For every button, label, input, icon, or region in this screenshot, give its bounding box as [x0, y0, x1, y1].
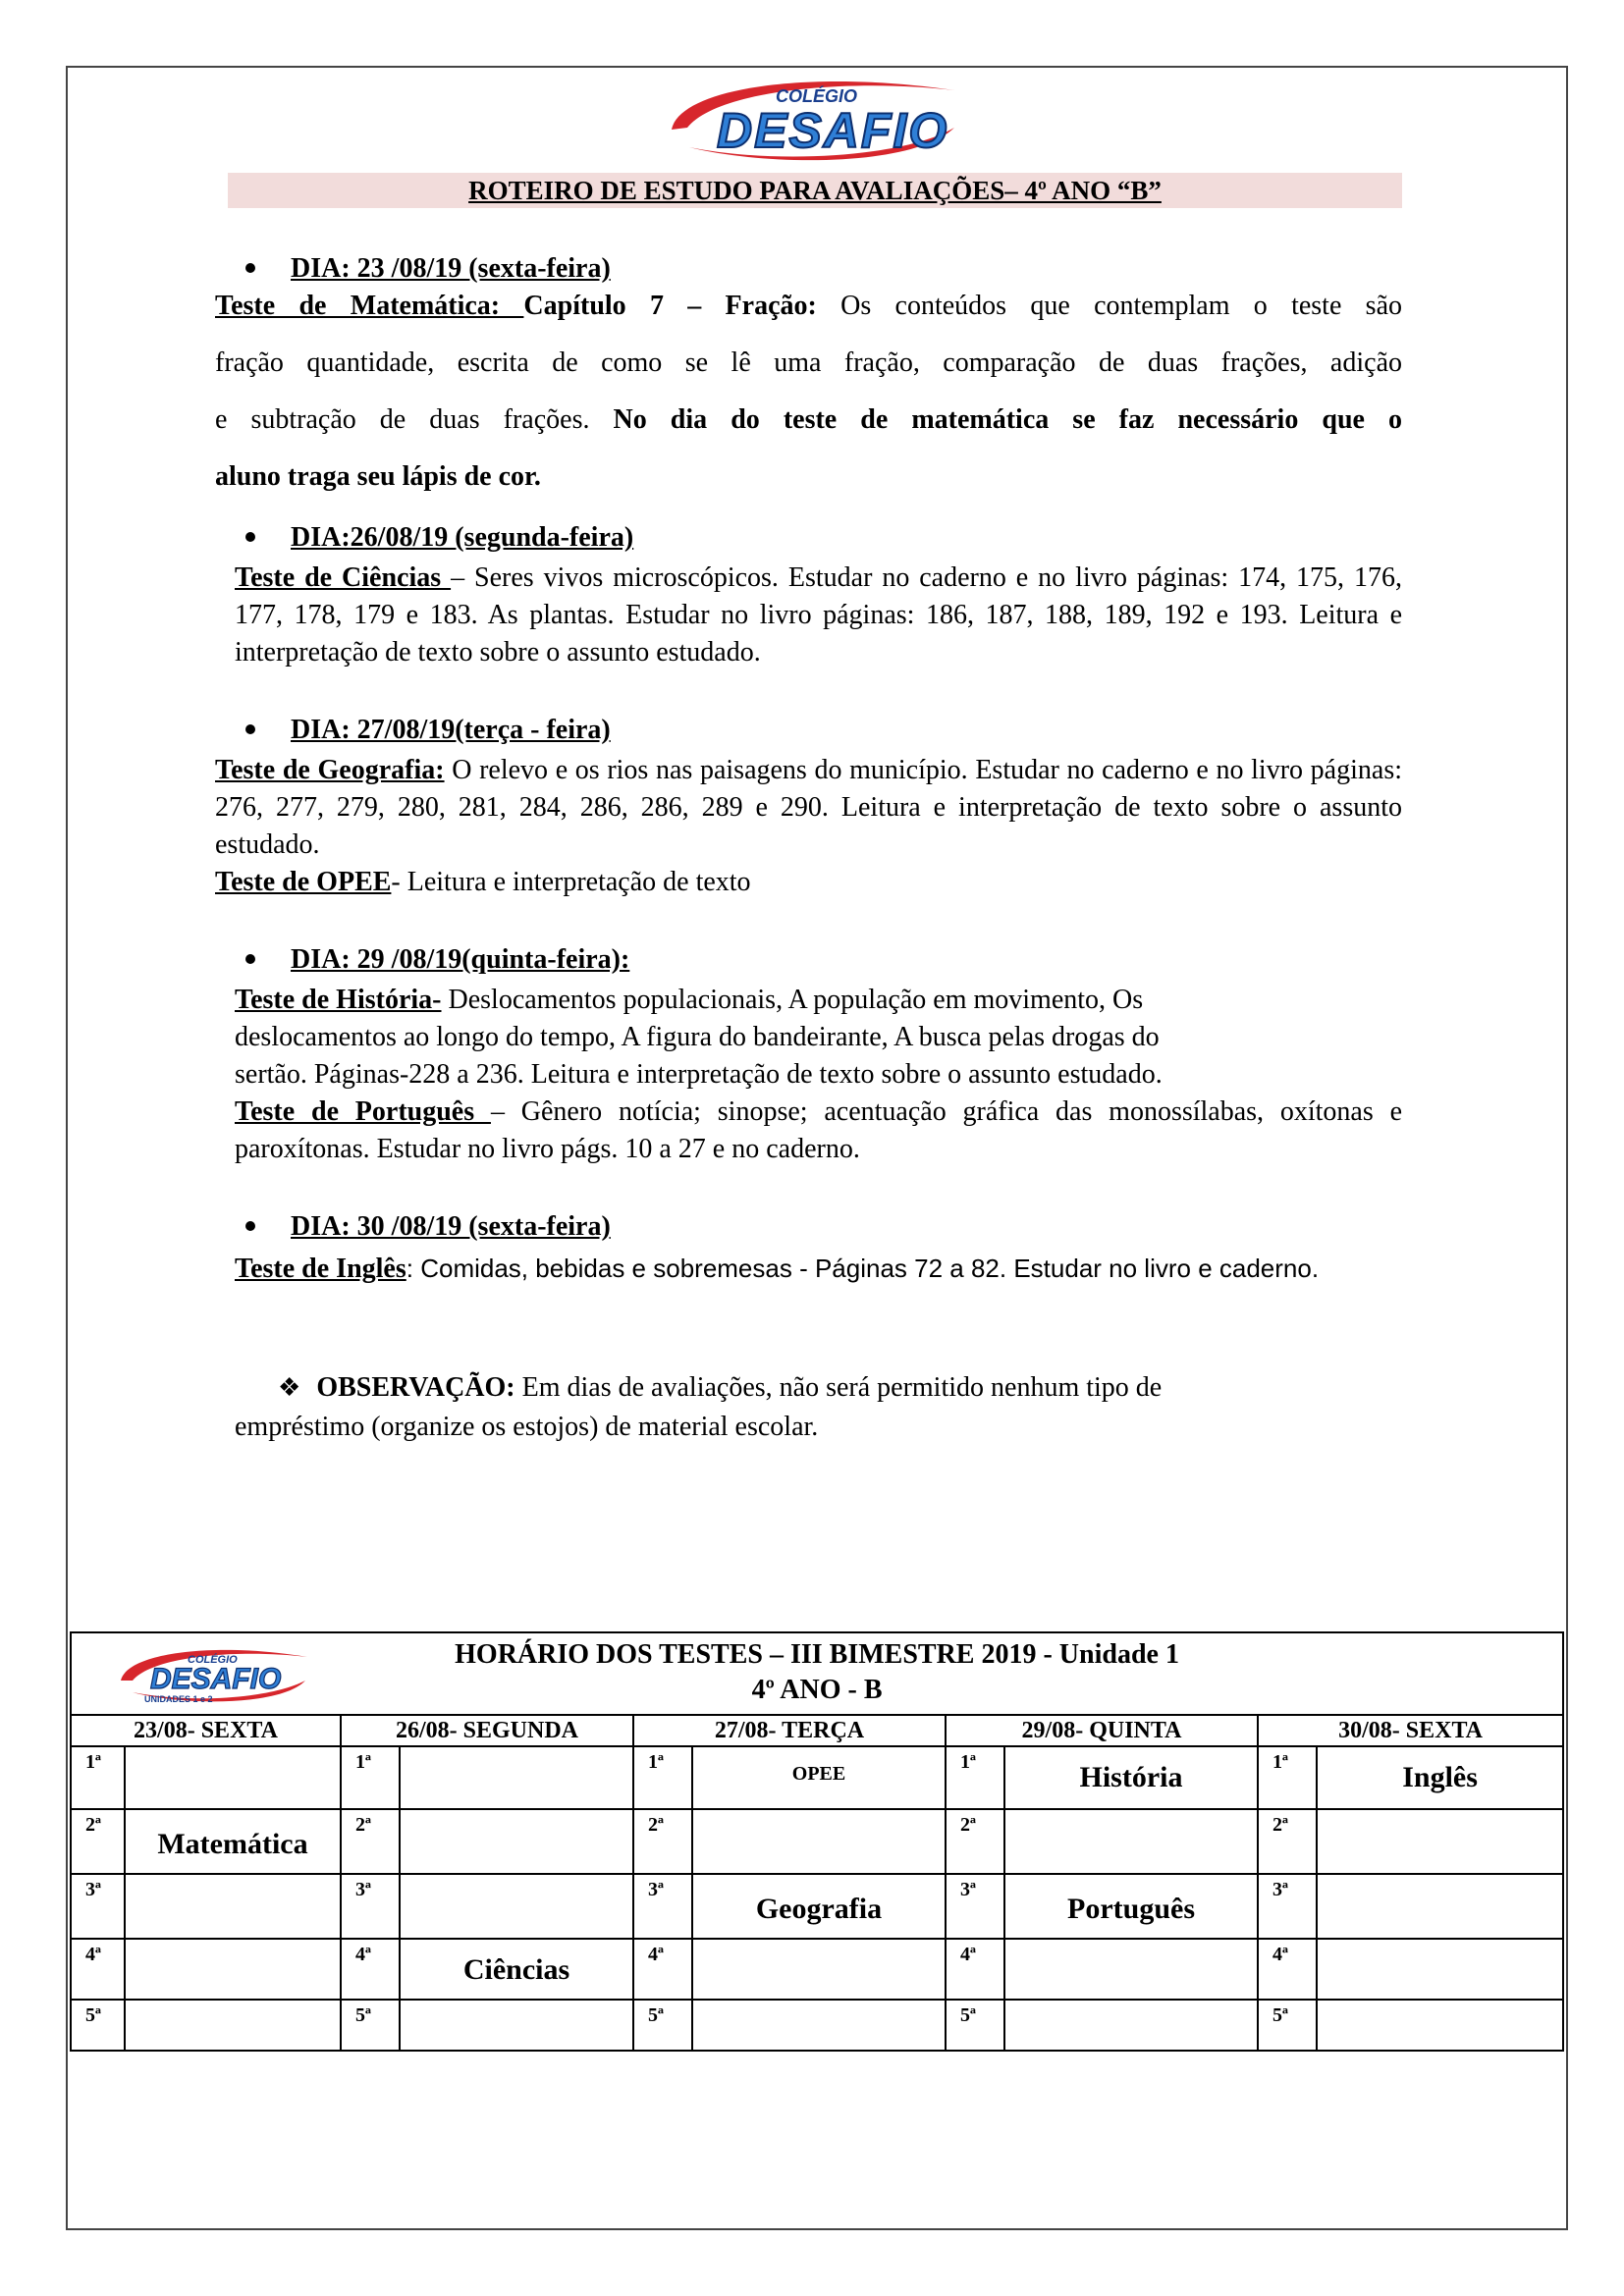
subject-ciencias: Ciências [400, 1939, 633, 2000]
math-line-1: Teste de Matemática: Capítulo 7 – Fração: Os conteúdos que contemplam o teste são [215, 291, 1402, 321]
math-line-2: fração quantidade, escrita de como se lê uma fração, comparação de duas frações, adição [215, 347, 1402, 378]
schedule-cell [692, 1939, 946, 2000]
period-number: 3ª [633, 1874, 692, 1939]
day-header: 29/08- QUINTA [946, 1715, 1258, 1746]
subject-opee: OPEE [692, 1746, 946, 1809]
period-number: 3ª [71, 1874, 125, 1939]
schedule-cell [400, 1746, 633, 1809]
period-number: 4ª [946, 1939, 1004, 2000]
schedule-cell [1317, 2000, 1563, 2051]
period-number: 4ª [71, 1939, 125, 2000]
schedule-cell [1004, 1939, 1258, 2000]
schedule-cell [125, 1746, 341, 1809]
period-number: 2ª [341, 1809, 400, 1874]
period-number: 1ª [71, 1746, 125, 1809]
bullet-icon [245, 532, 255, 542]
svg-text:UNIDADES 1 e 2: UNIDADES 1 e 2 [144, 1694, 213, 1704]
science-paragraph: Teste de Ciências – Seres vivos microscópicos. Estudar no caderno e no livro páginas: 174, 175, 176, 177, 178, 179 e 183. As plantas. Estudar no livro páginas: 186, 187, 188, 189, 192 e 193. Leitura e interpretação de texto sobre o assunto estudado. [235, 562, 1402, 667]
period-number: 1ª [633, 1746, 692, 1809]
subject-ingles: Inglês [1317, 1746, 1563, 1809]
subject-geografia: Geografia [692, 1874, 946, 1939]
period-number: 5ª [633, 2000, 692, 2051]
svg-text:COLÉGIO: COLÉGIO [188, 1654, 238, 1666]
subject-historia: História [1004, 1746, 1258, 1809]
schedule-cell [125, 1874, 341, 1939]
logo-text-main: DESAFIO [717, 103, 949, 158]
section-day-1: DIA: 23 /08/19 (sexta-feira) [245, 253, 611, 285]
period-number: 5ª [71, 2000, 125, 2051]
period-number: 3ª [946, 1874, 1004, 1939]
period-number: 4ª [633, 1939, 692, 2000]
bullet-icon [245, 1221, 255, 1231]
section-day-3: DIA: 27/08/19(terça - feira) [245, 715, 611, 746]
schedule-title: HORÁRIO DOS TESTES – III BIMESTRE 2019 - Unidade 1 [455, 1639, 1179, 1670]
subject-portugues: Português [1004, 1874, 1258, 1939]
period-number: 3ª [341, 1874, 400, 1939]
period-number: 2ª [71, 1809, 125, 1874]
day-header: 26/08- SEGUNDA [341, 1715, 633, 1746]
section-day-2: DIA:26/08/19 (segunda-feira) [245, 522, 633, 554]
logo-text-top: COLÉGIO [776, 86, 858, 106]
section-day-5: DIA: 30 /08/19 (sexta-feira) [245, 1211, 611, 1243]
period-number: 1ª [1258, 1746, 1317, 1809]
school-logo [660, 69, 964, 167]
schedule-cell [400, 1874, 633, 1939]
period-number: 5ª [946, 2000, 1004, 2051]
schedule-cell [400, 1809, 633, 1874]
day-header: 23/08- SEXTA [71, 1715, 341, 1746]
bullet-icon [245, 724, 255, 734]
period-number: 1ª [341, 1746, 400, 1809]
schedule-cell [1317, 1939, 1563, 2000]
history-paragraph: Teste de História- Deslocamentos populacionais, A população em movimento, Os deslocamentos ao longo do tempo, A figura do bandeirante, A busca pelas drogas do sertão. Páginas-228 a 236. Leitura e interpretação de texto sobre o assunto estudado. [235, 985, 1163, 1090]
period-number: 2ª [946, 1809, 1004, 1874]
schedule-cell [692, 2000, 946, 2051]
section-day-4: DIA: 29 /08/19(quinta-feira): [245, 944, 629, 976]
schedule-cell [1317, 1809, 1563, 1874]
schedule-cell [125, 2000, 341, 2051]
schedule-cell [1004, 2000, 1258, 2051]
period-number: 2ª [1258, 1809, 1317, 1874]
period-number: 4ª [341, 1939, 400, 2000]
schedule-cell [125, 1939, 341, 2000]
period-number: 4ª [1258, 1939, 1317, 2000]
schedule-cell [692, 1809, 946, 1874]
diamond-bullet-icon: ❖ [278, 1373, 301, 1402]
math-line-4: aluno traga seu lápis de cor. [215, 461, 541, 492]
day-header: 30/08- SEXTA [1258, 1715, 1563, 1746]
page-title: ROTEIRO DE ESTUDO PARA AVALIAÇÕES– 4º ANO “B” [468, 176, 1162, 205]
math-line-3: e subtração de duas frações. No dia do teste de matemática se faz necessário que o [215, 404, 1402, 435]
small-school-logo [115, 1641, 311, 1704]
period-number: 5ª [341, 2000, 400, 2051]
day-header: 27/08- TERÇA [633, 1715, 946, 1746]
schedule-header [71, 1632, 1563, 1715]
schedule-cell [1317, 1874, 1563, 1939]
svg-text:DESAFIO: DESAFIO [150, 1663, 282, 1695]
subject-matematica: Matemática [125, 1809, 341, 1874]
observation: ❖ OBSERVAÇÃO: Em dias de avaliações, não será permitido nenhum tipo de empréstimo (organize os estojos) de material escolar. [235, 1368, 1402, 1447]
schedule-table [70, 1631, 1564, 2052]
schedule-subtitle: 4º ANO - B [751, 1675, 883, 1705]
period-number: 3ª [1258, 1874, 1317, 1939]
schedule-cell [400, 2000, 633, 2051]
schedule-cell [1004, 1809, 1258, 1874]
bullet-icon [245, 263, 255, 273]
english-paragraph: Teste de Inglês: Comidas, bebidas e sobremesas - Páginas 72 a 82. Estudar no livro e caderno. [235, 1254, 1320, 1284]
period-number: 5ª [1258, 2000, 1317, 2051]
portuguese-paragraph: Teste de Português – Gênero notícia; sinopse; acentuação gráfica das monossílabas, oxítonas e paroxítonas. Estudar no livro págs. 10 a 27 e no caderno. [235, 1096, 1402, 1164]
geography-paragraph: Teste de Geografia: O relevo e os rios nas paisagens do município. Estudar no caderno e no livro páginas: 276, 277, 279, 280, 281, 284, 286, 286, 289 e 290. Leitura e interpretação de texto sobre o assunto estudado. Teste de OPEE- Leitura e interpretação de texto [215, 755, 1402, 897]
bullet-icon [245, 954, 255, 964]
period-number: 1ª [946, 1746, 1004, 1809]
period-number: 2ª [633, 1809, 692, 1874]
